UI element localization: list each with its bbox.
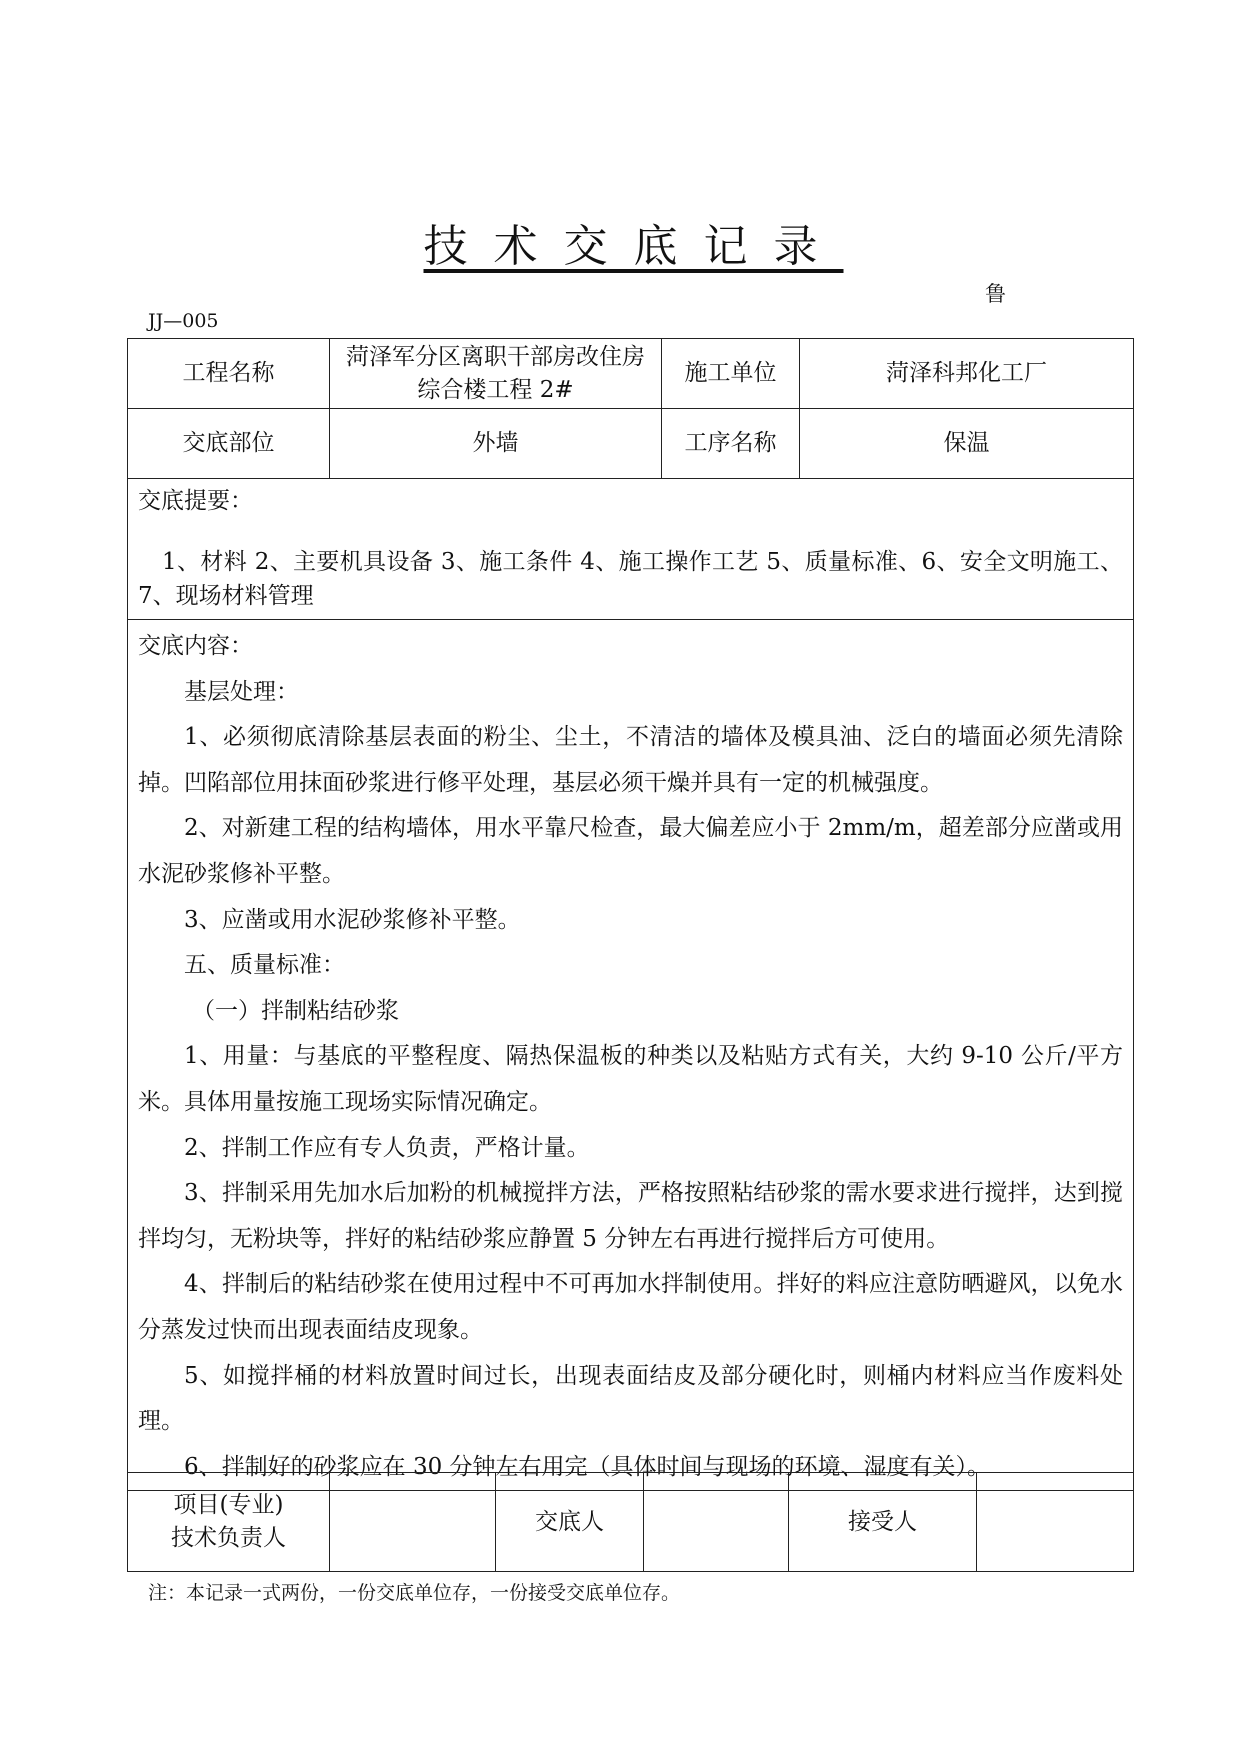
process-label: 工序名称 [662,409,800,479]
content-row [128,620,1134,1491]
content-paragraph: 1、必须彻底清除基层表面的粉尘、尘土，不清洁的墙体及模具油、泛白的墙面必须先清除掉。凹陷部位用抹面砂浆进行修平处理，基层必须干燥并具有一定的机械强度。 [138,724,1123,796]
project-name-value: 菏泽军分区离职干部房改住房综合楼工程 2# [330,339,662,409]
content-paragraph: 4、拌制后的粘结砂浆在使用过程中不可再加水拌制使用。拌好的料应注意防晒避风，以免水分蒸发过快而出现表面结皮现象。 [138,1271,1123,1343]
tech-lead-label-line2: 技术负责人 [171,1525,286,1551]
form-code: JJ—005 [148,310,219,332]
presenter-signature-field[interactable] [644,1473,789,1572]
signature-row [128,1473,1134,1572]
content-paragraph: 2、拌制工作应有专人负责，严格计量。 [184,1134,590,1161]
construction-unit-value: 菏泽科邦化工厂 [800,339,1134,409]
tech-lead-label-line1: 项目(专业) [173,1492,284,1518]
content-paragraph: （一）拌制粘结砂浆 [192,997,399,1024]
summary-cell [128,479,1134,620]
summary-label: 交底提要： [138,488,253,514]
document-title: 技术交底记录 [423,221,844,272]
part-value: 外墙 [330,409,662,479]
content-paragraph: 5、如搅拌桶的材料放置时间过长，出现表面结皮及部分硬化时，则桶内材料应当作废料处理。 [138,1362,1123,1435]
record-table [127,338,1134,1491]
content-paragraph: 2、对新建工程的结构墙体，用水平靠尺检查，最大偏差应小于 2mm/m，超差部分应凿或用水泥砂浆修补平整。 [138,815,1123,887]
signature-table [127,1472,1134,1572]
process-value: 保温 [800,409,1134,479]
presenter-label: 交底人 [496,1473,644,1572]
construction-unit-label: 施工单位 [662,339,800,409]
project-name-label: 工程名称 [128,339,330,409]
tech-lead-signature-field[interactable] [330,1473,496,1572]
content-label: 交底内容： [138,633,253,659]
receiver-label: 接受人 [789,1473,977,1572]
content-paragraph: 3、拌制采用先加水后加粉的机械搅拌方法，严格按照粘结砂浆的需水要求进行搅拌，达到搅拌均匀，无粉块等，拌好的粘结砂浆应静置 5 分钟左右再进行搅拌后方可使用。 [138,1180,1123,1252]
content-paragraph: 1、用量：与基底的平整程度、隔热保温板的种类以及粘贴方式有关，大约 9-10 公斤/平方米。具体用量按施工现场实际情况确定。 [138,1043,1123,1115]
receiver-signature-field[interactable] [977,1473,1134,1572]
part-label: 交底部位 [128,409,330,479]
summary-text: 1、材料 2、主要机具设备 3、施工条件 4、施工操作工艺 5、质量标准、6、安全文明施工、7、现场材料管理 [138,549,1123,609]
content-paragraph: 6、拌制好的砂浆应在 30 分钟左右用完（具体时间与现场的环境、湿度有关）。 [184,1453,991,1480]
content-paragraph: 3、应凿或用水泥砂浆修补平整。 [184,906,521,933]
content-paragraph: 基层处理： [184,678,299,705]
region-mark: 鲁 [985,282,1006,306]
summary-row [128,479,1134,620]
info-row-2 [128,409,1134,479]
content-cell [128,620,1134,1491]
info-row-1 [128,339,1134,409]
content-paragraph: 五、质量标准： [184,952,345,979]
footer-note: 注：本记录一式两份，一份交底单位存，一份接受交底单位存。 [148,1582,681,1604]
tech-lead-label [128,1473,330,1572]
